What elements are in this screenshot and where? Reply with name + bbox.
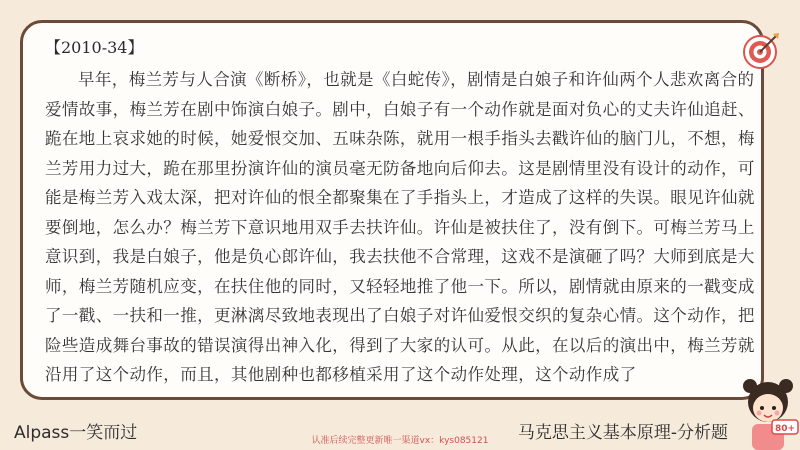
watermark-text: 认准后续完整更新唯一渠道vx：kys085121: [311, 436, 489, 446]
mascot-badge-text: 80+: [774, 424, 796, 434]
footer-subject: 马克思主义基本原理-分析题: [517, 423, 728, 443]
question-tag: 【2010-34】: [45, 38, 144, 57]
content-card: [20, 20, 764, 400]
question-paragraph: 早年，梅兰芳与人合演《断桥》，也就是《白蛇传》，剧情是白娘子和许仙两个人悲欢离合的爱情故事，梅兰芳在剧中饰演白娘子。剧中，白娘子有一个动作就是面对负心的丈夫许仙追赶、跪在地上哀求她的时候，她爱恨交加、五味杂陈，就用一根手指头去戳许仙的脑门儿，不想，梅兰芳用力过大，跪在那里扮演许仙的演员毫无防备地向后仰去。这是剧情里没有设计的动作，可能是梅兰芳入戏太深，把对许仙的恨全都聚集在了手指头上，才造成了这样的失误。眼见许仙就要倒地，怎么办？梅兰芳下意识地用双手去扶许仙。许仙是被扶住了，没有倒下。可梅兰芳马上意识到，我是白娘子，他是负心郎许仙，我去扶他不合常理，这戏不是演砸了吗？大师到底是大师，梅兰芳随机应变，在扶住他的同时，又轻轻地推了他一下。所以，剧情就由原来的一戳变成了一戳、一扶和一推，更淋漓尽致地表现出了白娘子对许仙爱恨交织的复杂心情。这个动作，把险些造成舞台事故的错误演得出神入化，得到了大家的认可。从此，在以后的演出中，梅兰芳就沿用了这个动作，而且，其他剧种也都移植采用了这个动作处理，这个动作成了: [45, 70, 755, 384]
target-dart-icon: [742, 30, 782, 70]
footer-author: Alpass一笑而过: [14, 423, 138, 443]
